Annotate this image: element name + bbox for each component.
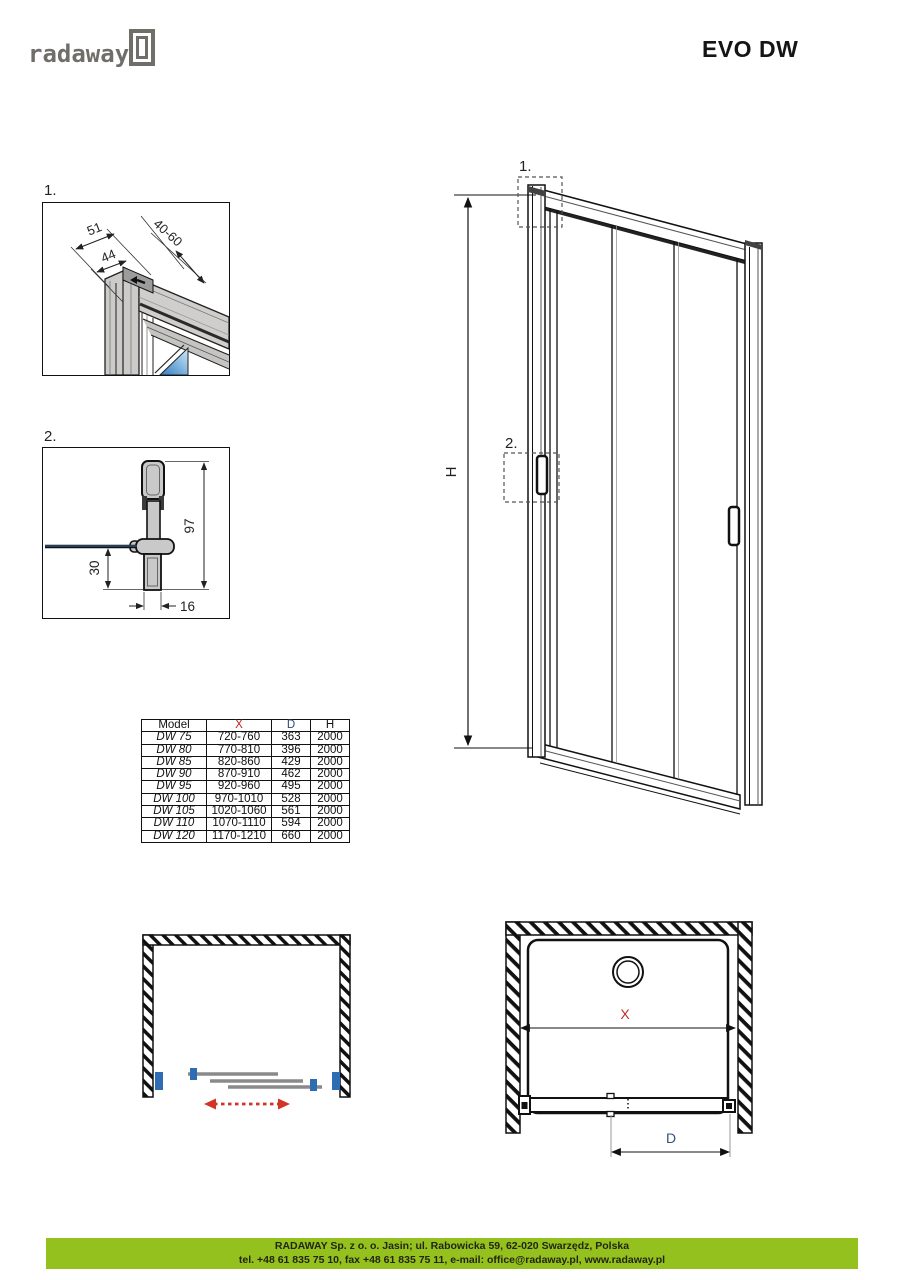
shower-tray (528, 940, 728, 1113)
column-header: H (311, 720, 350, 732)
radaway-logo: radaway (28, 40, 130, 68)
dim-44-label: 44 (98, 246, 118, 266)
x-dimension-label: X (620, 1006, 630, 1022)
dim-30-label: 30 (87, 560, 102, 576)
column-header: Model (142, 720, 207, 732)
sliding-panels-plan (188, 1074, 322, 1087)
detail-1-drawing (43, 203, 229, 375)
dim-51-label: 51 (84, 219, 104, 239)
table-row: DW 85 820-860 429 2000 (142, 756, 350, 768)
wall-profile-right (332, 1072, 340, 1090)
glass-pane (160, 348, 188, 375)
panel-connector-left (190, 1068, 197, 1080)
detail-2-label: 2. (44, 428, 57, 445)
footer-bar (46, 1238, 858, 1269)
footer-address-line: RADAWAY Sp. z o. o. Jasin; ul. Rabowicka 59, 62-020 Swarzędz, Polska (274, 1240, 630, 1252)
callout-1-label: 1. (519, 158, 532, 175)
door-handle-left (537, 456, 547, 494)
spec-table (141, 719, 350, 843)
logo-square-icon-inner (136, 36, 148, 59)
table-row: DW 120 1170-1210 660 2000 (142, 830, 350, 842)
frame-corner-profile (105, 267, 229, 375)
wall-profile-left (155, 1072, 163, 1090)
door-frame (528, 185, 762, 814)
detail-2-drawing (43, 448, 229, 618)
column-header: D (272, 720, 311, 732)
footer-contact-line: tel. +48 61 835 75 10, fax +48 61 835 75 11, e-mail: office@radaway.pl, www.radaway.pl (238, 1253, 666, 1266)
height-dimension-label: H (443, 466, 460, 478)
main-door-drawing (440, 152, 785, 877)
table-row: DW 100 970-1010 528 2000 (142, 793, 350, 805)
d-dimension-label: D (665, 1130, 677, 1146)
height-dimension (454, 195, 536, 748)
page-title: EVO DW (702, 36, 799, 62)
dim-16-label: 16 (180, 599, 196, 614)
detail-1-box (42, 202, 230, 376)
table-row: DW 105 1020-1060 561 2000 (142, 806, 350, 818)
panel-connector-right (310, 1079, 317, 1091)
plan-slide-view (130, 925, 360, 1115)
column-header: X (207, 720, 272, 732)
table-row: DW 90 870-910 462 2000 (142, 769, 350, 781)
table-row: DW 80 770-810 396 2000 (142, 744, 350, 756)
table-row: DW 95 920-960 495 2000 (142, 781, 350, 793)
door-handle-right (729, 507, 739, 545)
dim-40-60-label: 40-60 (150, 215, 186, 250)
table-row: DW 75 720-760 363 2000 (142, 732, 350, 744)
spec-table-head (142, 720, 350, 732)
spec-table-body (142, 732, 350, 843)
detail-1-label: 1. (44, 182, 57, 199)
dim-97-label: 97 (182, 518, 197, 534)
callout-2-label: 2. (505, 435, 518, 452)
slide-direction-arrow (204, 1099, 290, 1110)
plan-tray-view (495, 912, 760, 1164)
sliding-panels (550, 208, 737, 795)
table-row: DW 110 1070-1110 594 2000 (142, 818, 350, 830)
handle-profile (45, 461, 174, 590)
logo-square-icon (129, 29, 155, 66)
spec-table-header-row (142, 720, 350, 732)
detail-2-box (42, 447, 230, 619)
